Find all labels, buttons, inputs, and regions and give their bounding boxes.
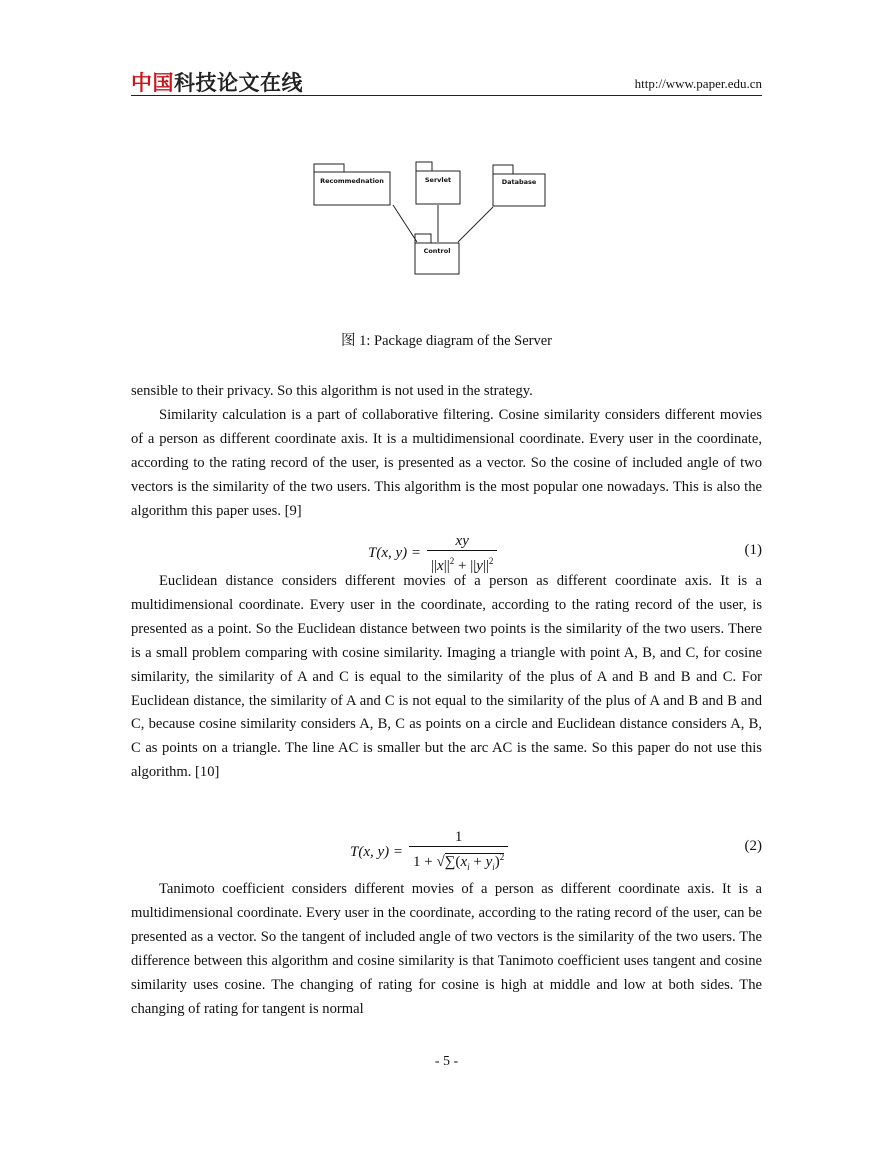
eq1-denominator: $||x||^2 + ||y||^2$ <box>427 550 497 575</box>
package-diagram <box>300 155 560 285</box>
link-database-control <box>458 207 493 242</box>
page-number: - 5 - <box>434 1054 459 1069</box>
paragraph-1: sensible to their privacy. So this algorithm is not used in the strategy. <box>131 383 533 399</box>
link-recommendation-control <box>393 205 417 242</box>
paragraph-4: Tanimoto coefficient considers different movies of a person as different coordinate axis. It is a multidimensional coordinate. Every user in the coordinate, according to the rating record of the user, can be presented as a vector. So the tangent of included angle of two vectors is the similarity of the two users. The difference between this algorithm and cosine similarity is that Tanimoto coefficient uses tangent and cosine similarity uses cosine. The changing of rating for cosine is high at middle and low at both sides. The changing of rating for tangent is normal <box>131 881 762 1017</box>
header-rule <box>131 95 762 96</box>
paragraph-2: Similarity calculation is a part of collaborative filtering. Cosine similarity considers different movies of a person as different coordinate axis. It is a multidimensional coordinate. Every user in the coordinate, according to the rating record of the user, is presented as a vector. So the cosine of included angle of two vectors is the similarity of the two users. This algorithm is the most popular one nowadays. This is also the algorithm this paper uses. [9] <box>131 406 762 519</box>
label-control: Control <box>423 247 451 255</box>
label-database: Database <box>501 178 537 186</box>
eq1-lhs: T(x, y) = <box>368 545 422 561</box>
eq2-denominator: $1 + √\sum(x_i + y_i)^2$ <box>409 846 508 876</box>
figure-caption: 图 1: Package diagram of the Server <box>341 333 552 349</box>
logo-dark-text: 科技论文在线 <box>174 71 303 95</box>
eq1-numerator: xy <box>455 533 469 549</box>
body-text-middle <box>131 570 762 785</box>
eq2-fraction <box>409 828 508 876</box>
eq1-fraction <box>427 532 497 575</box>
header-url: http://www.paper.edu.cn <box>634 76 762 91</box>
logo-red-text: 中国 <box>131 71 174 95</box>
paragraph-3: Euclidean distance considers different movies of a person as different coordinate axis. It is a multidimensional coordinate. Every user in the coordinate, according to the rating record of the user, is presented as a point. So the Euclidean distance between two points is the similarity of the two users. There is a small problem comparing with cosine similarity. Imaging a triangle with point A, B, and C, for cosine similarity, the similarity of A and C is equal to the similarity of the plus of A and B and B and C. For Euclidean distance, the similarity of A and C is not equal to the similarity of the plus of A and B and B and C, because cosine similarity considers A, B, C as points on a circle and Euclidean distance considers A, B, C as points on a triangle. The line AC is smaller but the arc AC is the same. So this paper do not use this algorithm. [10] <box>131 573 762 781</box>
label-servlet: Servlet <box>424 176 452 184</box>
eq2-lhs: T(x, y) = <box>350 843 404 860</box>
eq2-numerator: 1 <box>454 829 463 845</box>
page-header <box>131 70 762 96</box>
body-text-bottom <box>131 878 762 1021</box>
eq1-number: (1) <box>744 542 762 558</box>
label-recommendation: Recommednation <box>320 177 384 185</box>
equation-1 <box>131 532 762 572</box>
equation-2 <box>131 828 762 872</box>
eq2-number: (2) <box>744 838 762 854</box>
journal-logo <box>131 70 303 96</box>
body-text-top <box>131 380 762 523</box>
